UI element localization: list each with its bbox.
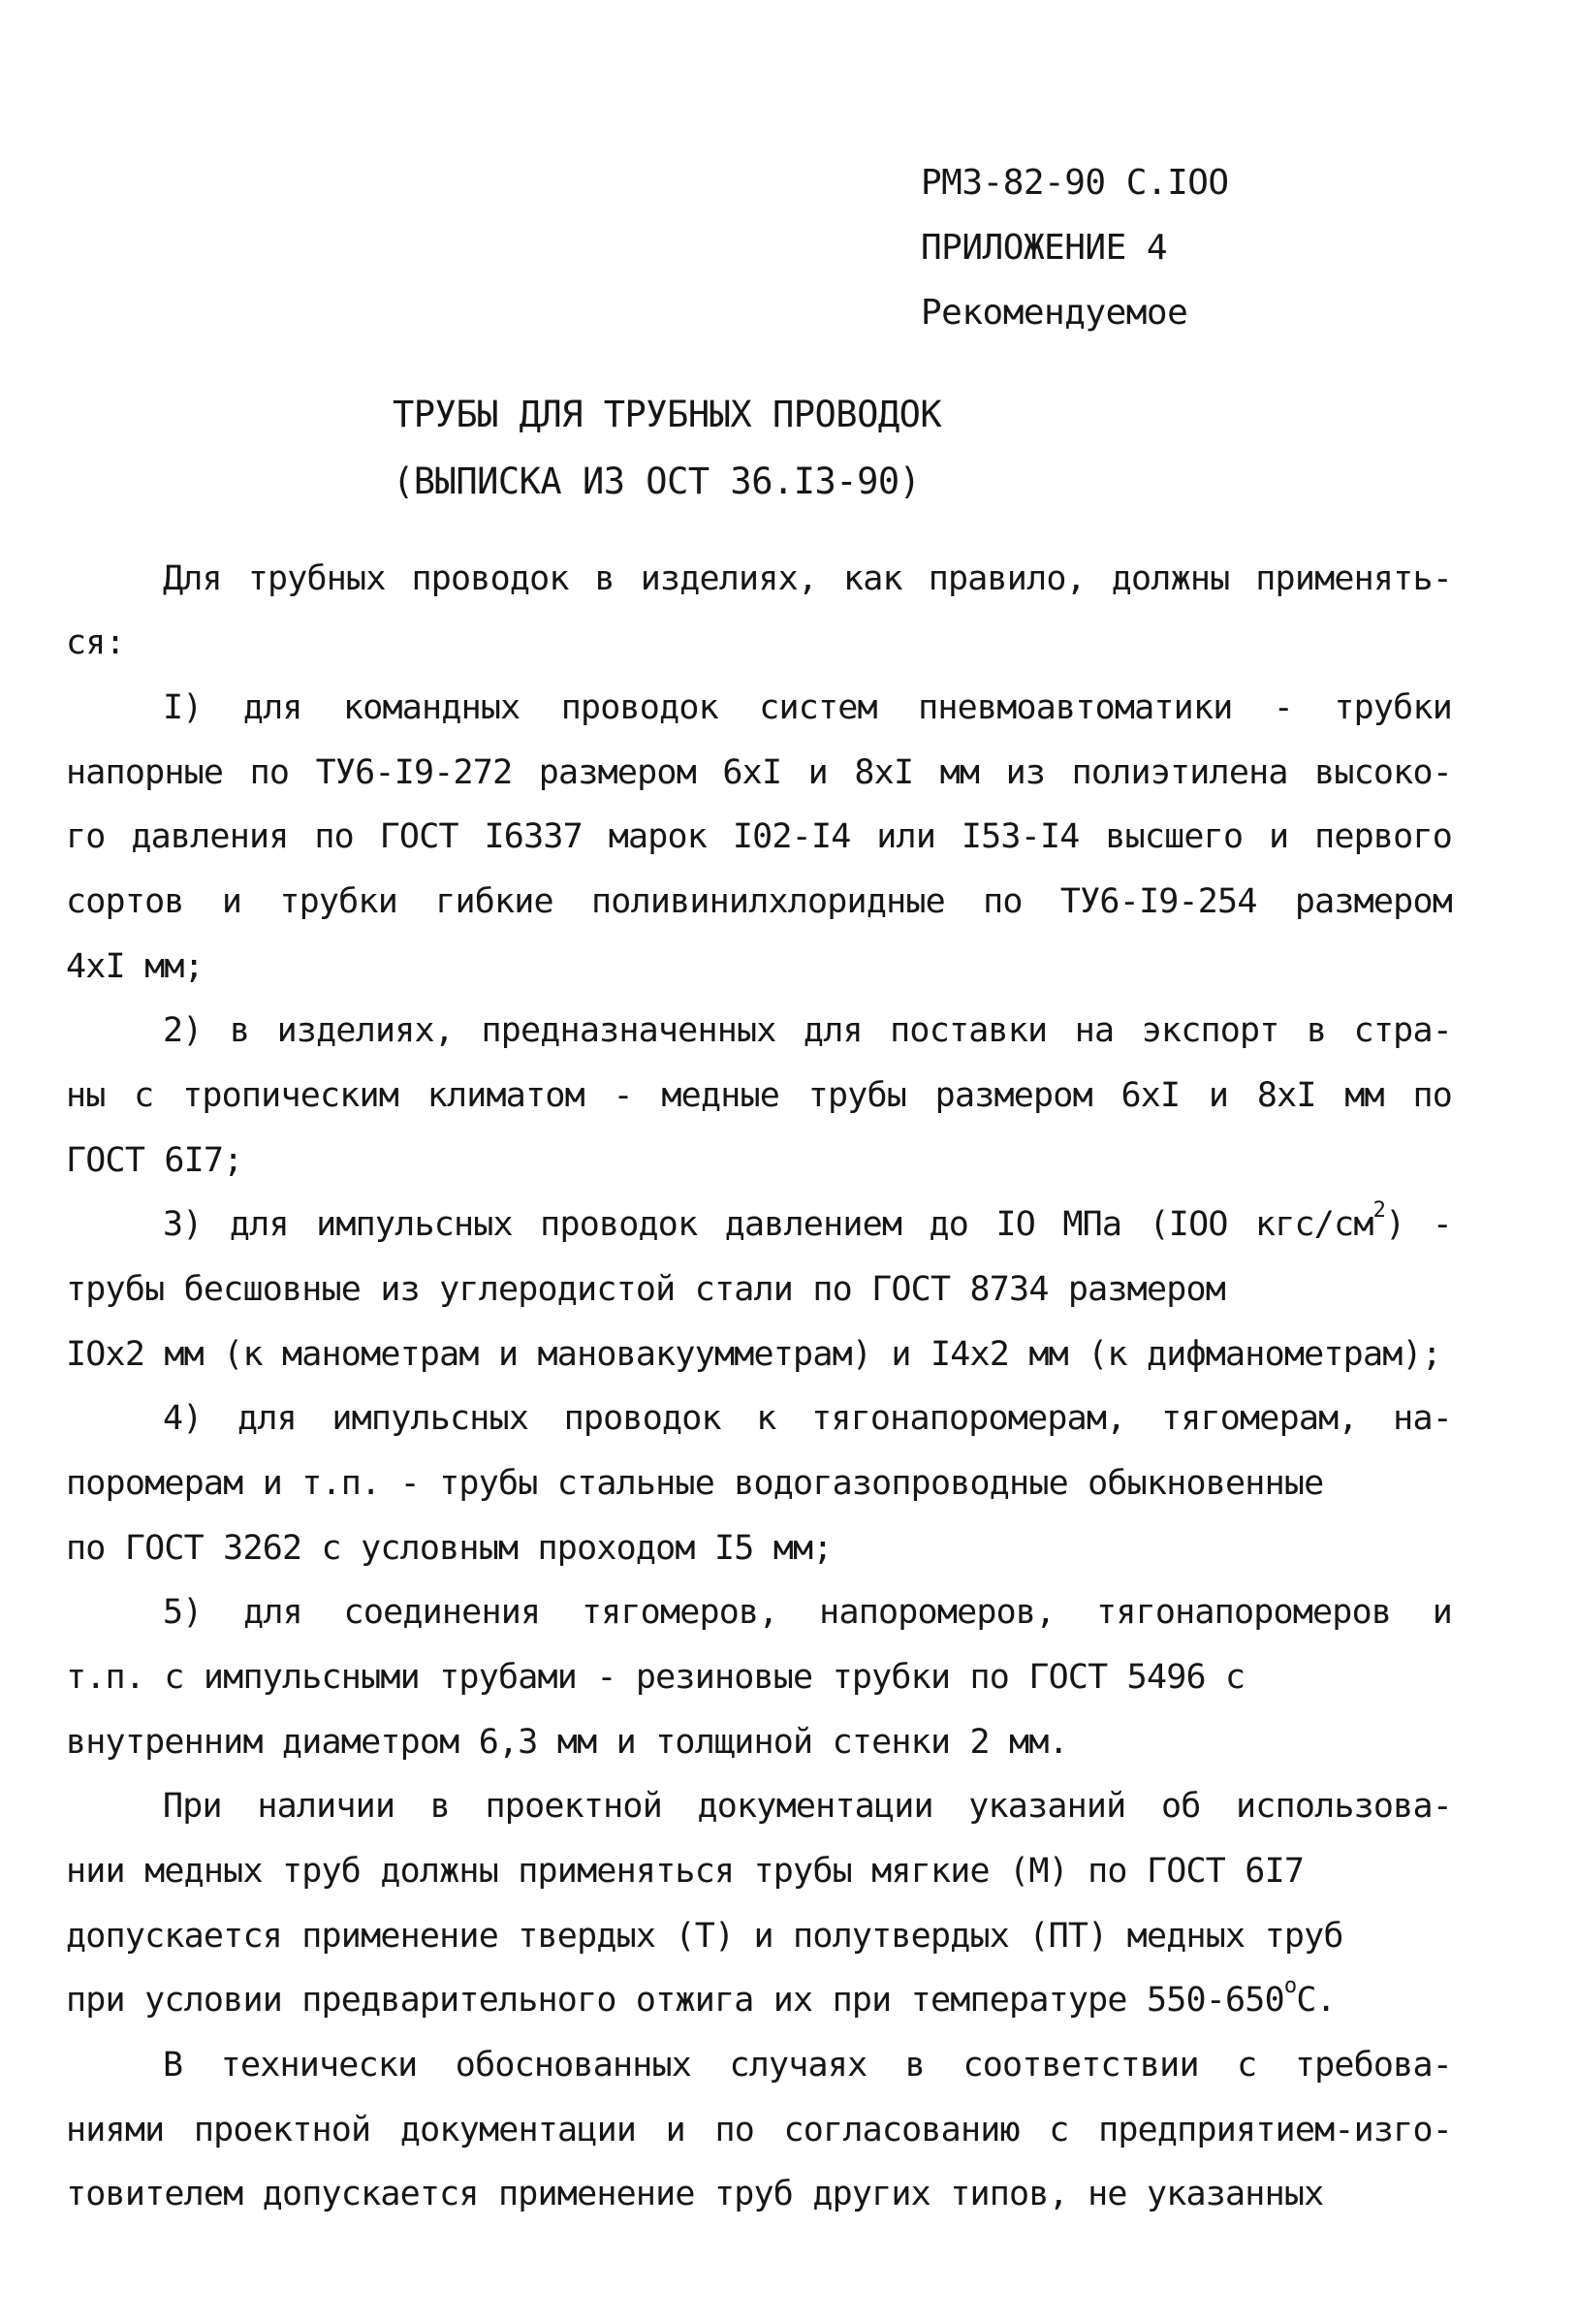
- intro-paragraph-line: Для трубных проводок в изделиях, как правило, должны применять-: [163, 559, 1452, 598]
- document-reference: РМ3-82-90 С.IOO: [921, 163, 1229, 203]
- item-1-line: го давления по ГОСТ I6337 марок I02-I4 или I53-I4 высшего и первого: [66, 817, 1452, 856]
- copper-pipes-paragraph-line: При наличии в проектной документации указаний об использова-: [163, 1787, 1452, 1826]
- item-3-text-end: ) -: [1385, 1205, 1452, 1244]
- other-types-paragraph-line: товителем допускается применение труб других типов, не указанных: [66, 2175, 1324, 2213]
- appendix-status: Рекомендуемое: [921, 293, 1188, 333]
- item-2-line: ны с тропическим климатом - медные трубы размером 6хI и 8хI мм по: [66, 1076, 1452, 1115]
- item-1-line: I) для командных проводок систем пневмоавтоматики - трубки: [163, 688, 1452, 727]
- item-1-line: напорные по ТУ6-I9-272 размером 6хI и 8хI мм из полиэтилена высоко-: [66, 753, 1452, 792]
- item-4-line: 4) для импульсных проводок к тягонапоромерам, тягомерам, на-: [163, 1399, 1452, 1438]
- item-1-line: 4хI мм;: [66, 947, 204, 986]
- item-3-line: трубы бесшовные из углеродистой стали по ГОСТ 8734 размером: [66, 1270, 1226, 1309]
- item-4-line: по ГОСТ 3262 с условным проходом I5 мм;: [66, 1529, 833, 1568]
- item-5-line: т.п. с импульсными трубами - резиновые трубки по ГОСТ 5496 с: [66, 1658, 1246, 1697]
- other-types-paragraph-line: ниями проектной документации и по согласованию с предприятием-изго-: [66, 2111, 1452, 2149]
- copper-pipes-paragraph-line: допускается применение твердых (Т) и полутвердых (ПТ) медных труб: [66, 1917, 1343, 1956]
- copper-pipes-text-end: С.: [1296, 1981, 1336, 2020]
- copper-pipes-text: при условии предварительного отжига их при температуре 550-650: [66, 1981, 1284, 2020]
- item-3-text: 3) для импульсных проводок давлением до IO МПа (IOO кгс/см: [163, 1205, 1373, 1244]
- document-title: ТРУБЫ ДЛЯ ТРУБНЫХ ПРОВОДОК: [393, 394, 942, 435]
- document-subtitle: (ВЫПИСКА ИЗ ОСТ 36.I3-90): [393, 461, 921, 502]
- copper-pipes-paragraph-line: нии медных труб должны применяться трубы мягкие (М) по ГОСТ 6I7: [66, 1852, 1305, 1891]
- item-2-line: ГОСТ 6I7;: [66, 1141, 243, 1180]
- item-5-line: внутренним диаметром 6,3 мм и толщиной стенки 2 мм.: [66, 1723, 1068, 1762]
- degree-superscript: о: [1283, 1974, 1297, 1999]
- intro-paragraph-line: ся:: [66, 623, 125, 662]
- superscript-2: 2: [1372, 1198, 1386, 1224]
- item-4-line: поромерам и т.п. - трубы стальные водогазопроводные обыкновенные: [66, 1464, 1324, 1503]
- copper-pipes-paragraph-line: [66, 1974, 1452, 2022]
- item-1-line: сортов и трубки гибкие поливинилхлоридные по ТУ6-I9-254 размером: [66, 882, 1452, 921]
- item-2-line: 2) в изделиях, предназначенных для поставки на экспорт в стра-: [163, 1011, 1452, 1050]
- item-3-line: IOх2 мм (к манометрам и мановакуумметрам) и I4х2 мм (к дифманометрам);: [66, 1335, 1442, 1374]
- item-5-line: 5) для соединения тягомеров, напоромеров, тягонапоромеров и: [163, 1593, 1452, 1632]
- other-types-paragraph-line: В технически обоснованных случаях в соответствии с требова-: [163, 2046, 1452, 2085]
- appendix-label: ПРИЛОЖЕНИЕ 4: [921, 228, 1168, 268]
- item-3-line: [163, 1198, 1452, 1246]
